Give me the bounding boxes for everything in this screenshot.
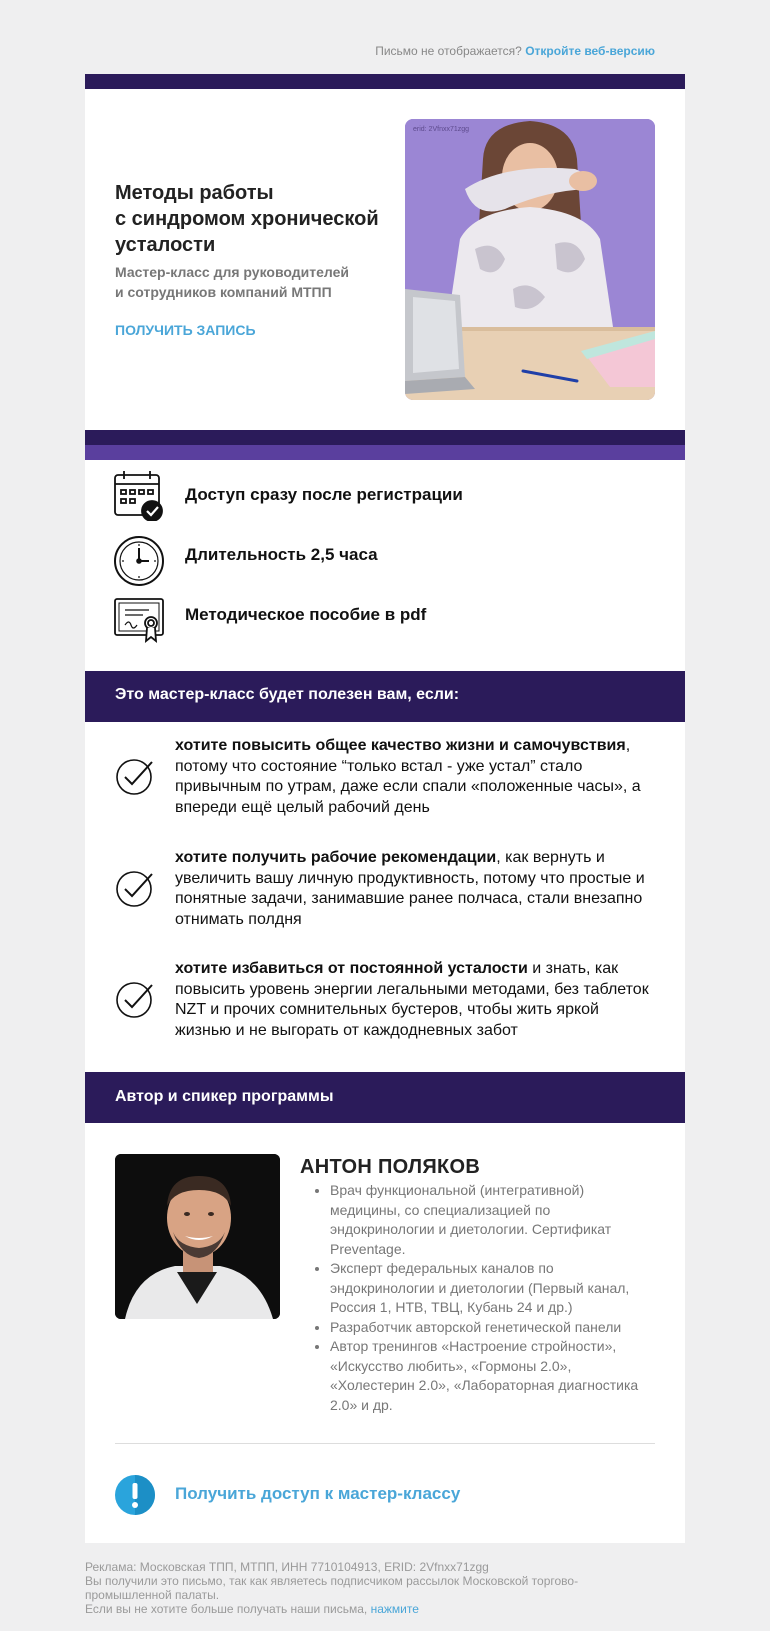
- check-icon: [115, 756, 155, 796]
- hero-title-line: с синдромом хронической: [115, 208, 379, 230]
- footer-subscriber-line: Вы получили это письмо, так как являетесь подписчиком рассылок Московской торгово-промышленной палаты.: [85, 1574, 579, 1602]
- author-bullet: • Разработчик авторской генетической панели: [330, 1318, 650, 1338]
- benefit-item: [175, 848, 655, 930]
- hero-title-line: усталости: [115, 234, 216, 256]
- divider-line: [115, 1443, 655, 1444]
- author-section-title: Автор и спикер программы: [115, 1088, 334, 1105]
- hero-subtitle-line: и сотрудников компаний МТПП: [115, 284, 332, 300]
- image-erid-label: erid: 2Vfnxx71zgg: [413, 126, 470, 133]
- author-bullet: • Эксперт федеральных каналов по эндокринологии и диетологии (Первый канал, Россия 1, НТВ, ТВЦ, Кубань 24 и др.): [330, 1259, 650, 1318]
- header-bar: [85, 74, 685, 89]
- author-bullets: [300, 1181, 650, 1415]
- check-icon: [115, 979, 155, 1019]
- divider-bar-dark: [85, 430, 685, 445]
- get-access-link[interactable]: Получить доступ к мастер-классу: [175, 1484, 461, 1503]
- get-recording-link[interactable]: ПОЛУЧИТЬ ЗАПИСЬ: [115, 322, 256, 338]
- unsubscribe-text: Если вы не хотите больше получать наши письма,: [85, 1602, 368, 1616]
- benefit-rest: и знать, как повысить уровень энергии легальными методами, без таблеток NZT и прочих сомнительных бустеров, чтобы жить яркой жизнью и не выгорать от каждодневных забот: [175, 960, 649, 1039]
- hero-title: [115, 180, 379, 258]
- web-version-line: [375, 44, 655, 58]
- benefit-item: [175, 959, 655, 1041]
- benefit-bold: хотите избавиться от постоянной усталости: [175, 960, 528, 977]
- author-name: АНТОН ПОЛЯКОВ: [300, 1156, 481, 1178]
- feature-access-text: Доступ сразу после регистрации: [185, 485, 463, 504]
- benefit-bold: хотите повысить общее качество жизни и самочувствия: [175, 737, 626, 754]
- certificate-icon: [113, 595, 165, 647]
- check-icon: [115, 868, 155, 908]
- footer-unsubscribe-line: [85, 1602, 645, 1616]
- web-version-link[interactable]: Откройте веб-версию: [525, 44, 655, 58]
- benefit-rest: , как вернуть и увеличить вашу личную продуктивность, потому что простые и понятные задачи, занимавшие ранее полчаса, стали внезапно отнимать полдня: [175, 849, 645, 928]
- feature-manual-text: Методическое пособие в pdf: [185, 605, 427, 624]
- author-bullet: • Врач функциональной (интегративной) медицины, со специализацией по эндокринологии и диетологии. Сертификат Preventage.: [330, 1181, 650, 1259]
- footer: [85, 1560, 645, 1616]
- benefit-bold: хотите получить рабочие рекомендации: [175, 849, 497, 866]
- hero-title-line: Методы работы: [115, 182, 274, 204]
- hero-subtitle: [115, 262, 349, 302]
- not-displayed-text: Письмо не отображается?: [375, 44, 522, 58]
- calendar-check-icon: [113, 469, 165, 521]
- exclamation-icon: [115, 1475, 155, 1515]
- feature-duration-text: Длительность 2,5 часа: [185, 545, 378, 564]
- benefit-item: [175, 736, 655, 818]
- author-avatar: [115, 1154, 280, 1319]
- hero-image[interactable]: [405, 119, 655, 400]
- hero-subtitle-line: Мастер-класс для руководителей: [115, 264, 349, 280]
- footer-ad-line: Реклама: Московская ТПП, МТПП, ИНН 7710104913, ERID: 2Vfnxx71zgg: [85, 1560, 489, 1574]
- benefits-title: Это мастер-класс будет полезен вам, если:: [115, 686, 460, 703]
- clock-icon: [113, 535, 165, 587]
- author-bullet: • Автор тренингов «Настроение стройности», «Искусство любить», «Гормоны 2.0», «Холестерин 2.0», «Лабораторная диагностика 2.0» и др.: [330, 1337, 650, 1415]
- hero-illustration: [405, 119, 655, 400]
- benefit-rest: , потому что состояние “только встал - уже устал” стало привычным по утрам, даже если спали «положенные часы», а впереди ещё целый рабочий день: [175, 737, 641, 816]
- unsubscribe-link[interactable]: нажмите: [370, 1602, 419, 1616]
- divider-bar-mid: [85, 445, 685, 460]
